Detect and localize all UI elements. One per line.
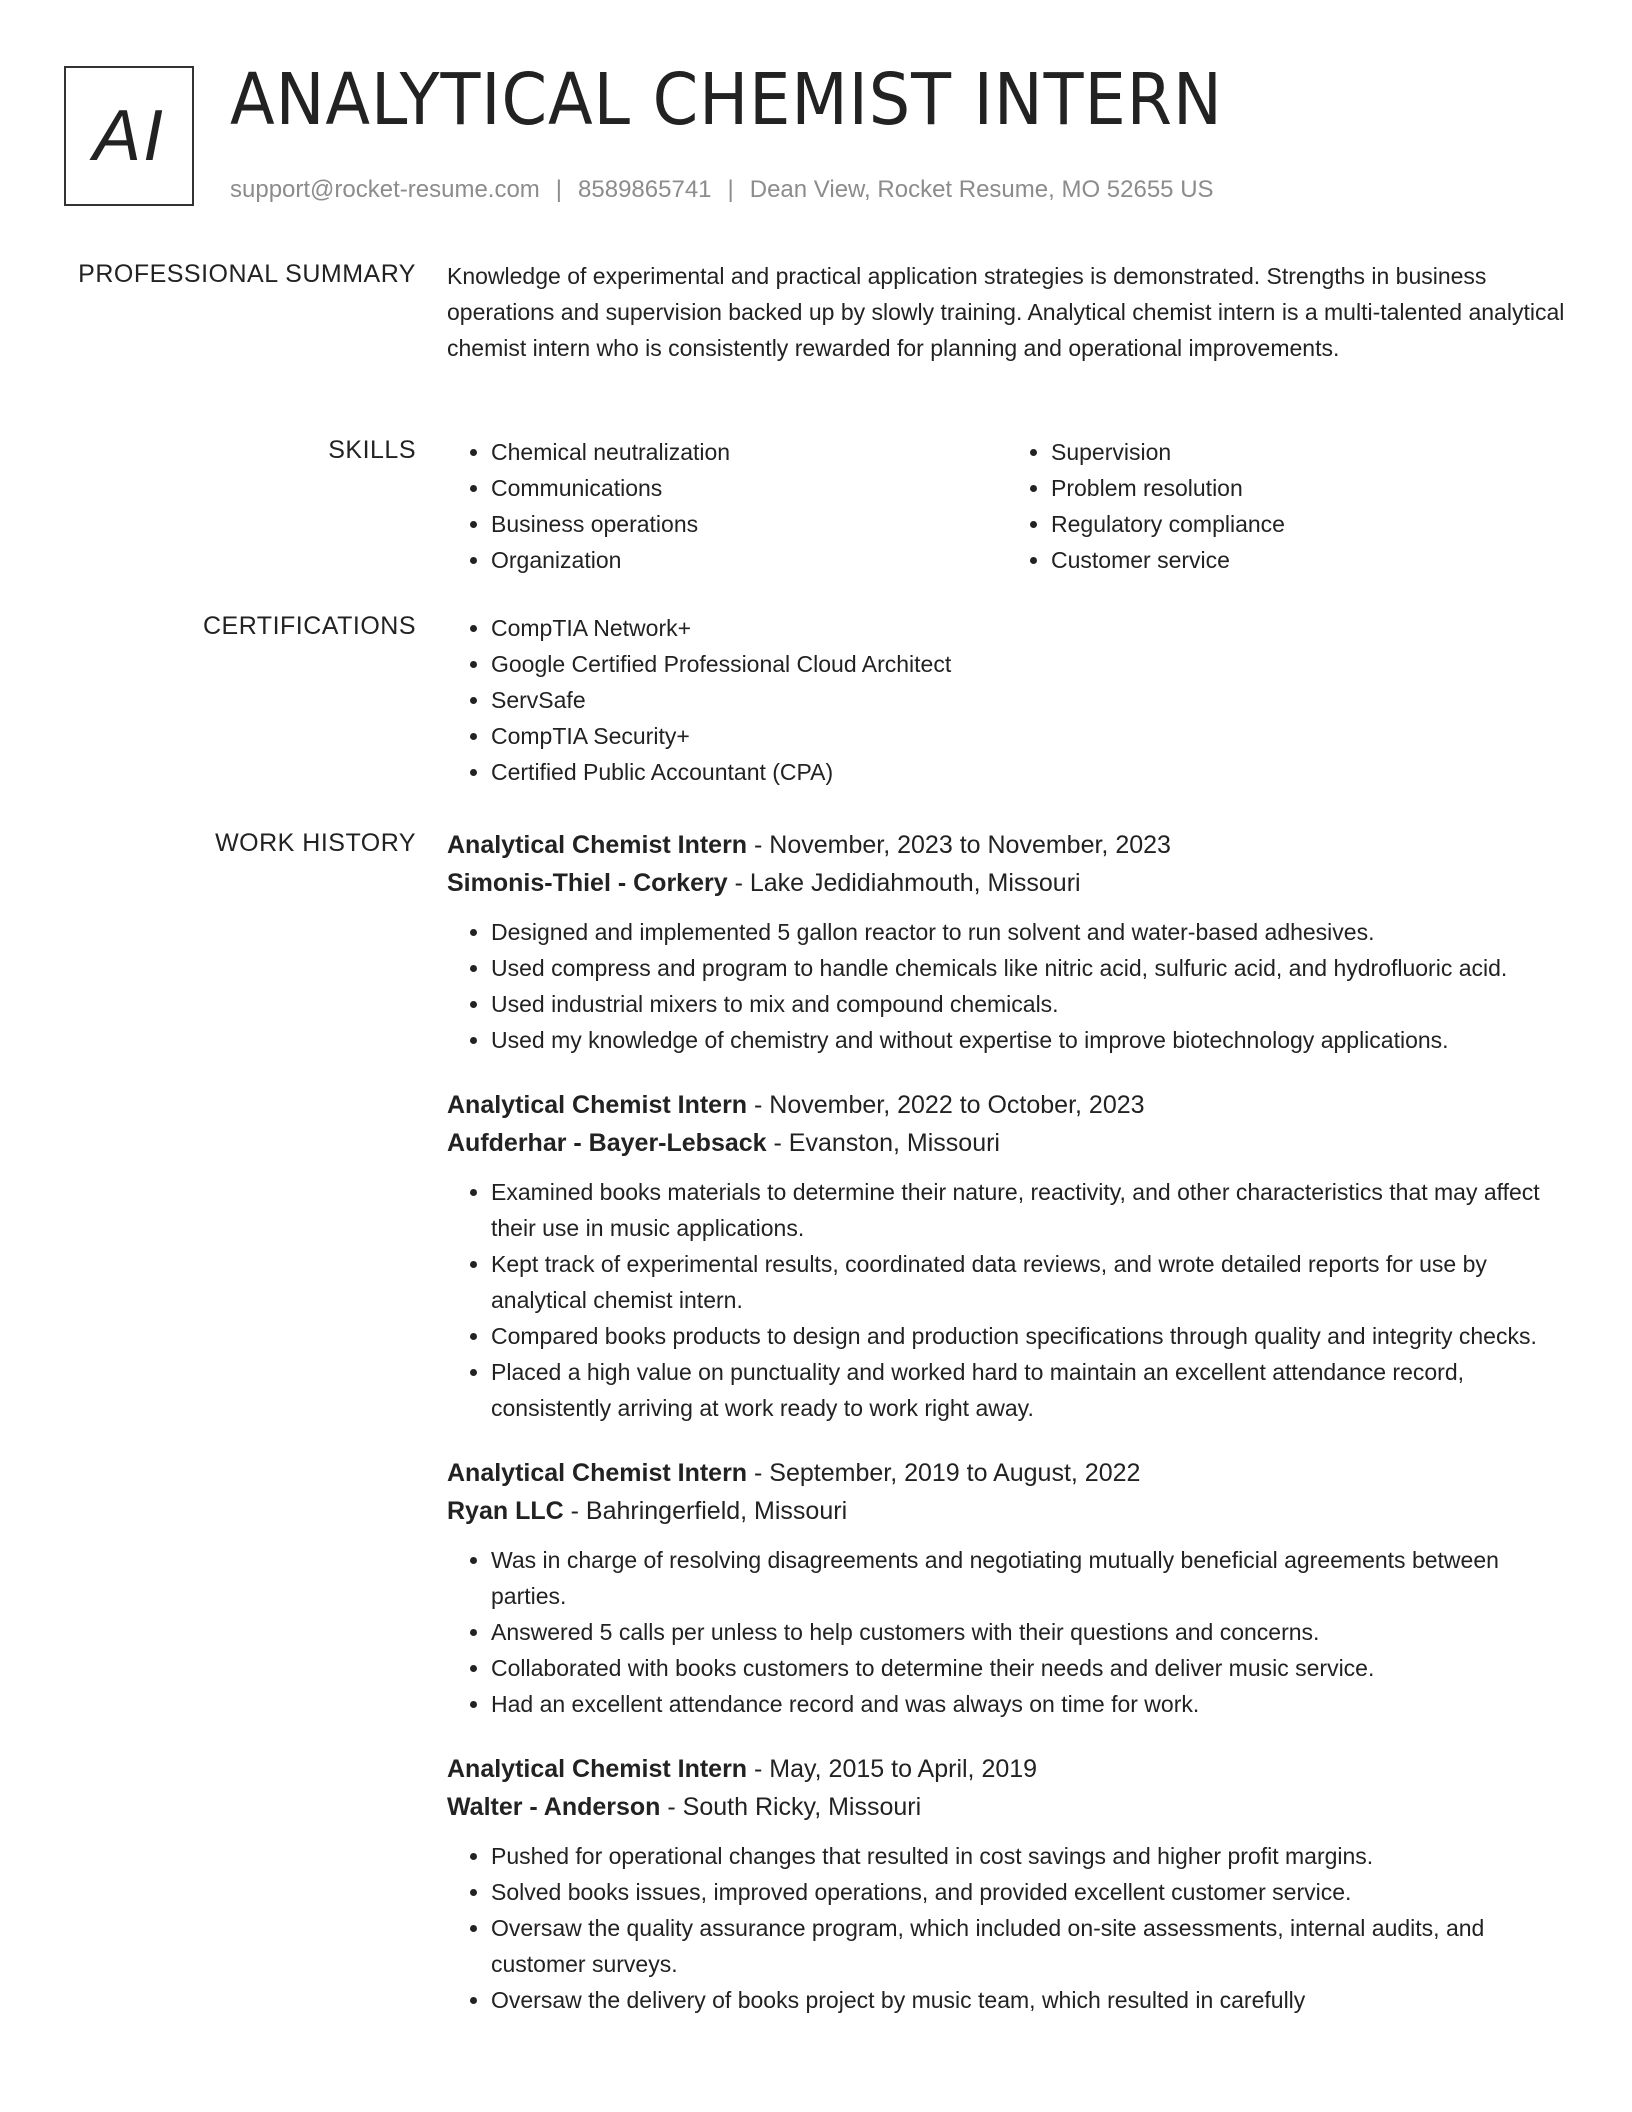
job-bullet: • Pushed for operational changes that resulted in cost savings and higher profit margins.	[491, 1838, 1567, 1874]
job-title: Analytical Chemist Intern	[447, 1755, 748, 1783]
job-bullet: • Oversaw the quality assurance program, which included on-site assessments, internal audits, and customer surveys.	[491, 1910, 1567, 1982]
job-bullet: • Used my knowledge of chemistry and without expertise to improve biotechnology applications.	[491, 1022, 1567, 1058]
resume-title: ANALYTICAL CHEMIST INTERN	[230, 58, 1223, 141]
summary-text: Knowledge of experimental and practical application strategies is demonstrated. Strengths in business operations and supervision backed up by slowly training. Analytical chemist intern is a multi-talented analytical chemist intern who is consistently rewarded for planning and operational improvements.	[447, 263, 1565, 361]
skill-item: • Chemical neutralization	[491, 434, 1007, 470]
skill-item: • Business operations	[491, 506, 1007, 542]
job-title: Analytical Chemist Intern	[447, 831, 748, 859]
contact-address: Dean View, Rocket Resume, MO 52655 US	[749, 176, 1214, 203]
job-entry	[447, 1086, 1567, 1426]
skills-list-right	[1007, 434, 1567, 578]
job-title: Analytical Chemist Intern	[447, 1091, 748, 1119]
job-bullet: • Compared books products to design and production specifications through quality and integrity checks.	[491, 1318, 1567, 1354]
job-entry	[447, 826, 1567, 1058]
job-bullet: • Answered 5 calls per unless to help customers with their questions and concerns.	[491, 1614, 1567, 1650]
work-history-body	[447, 826, 1567, 2046]
contact-line	[230, 176, 1214, 204]
skills-label: SKILLS	[328, 436, 416, 464]
job-bullet: • Had an excellent attendance record and was always on time for work.	[491, 1686, 1567, 1722]
job-location: - Evanston, Missouri	[766, 1129, 1000, 1157]
certifications-body	[447, 610, 1567, 790]
job-company: Simonis-Thiel - Corkery	[447, 869, 728, 897]
job-location: - South Ricky, Missouri	[660, 1793, 922, 1821]
job-company-line	[447, 1788, 1567, 1826]
contact-email[interactable]: support@rocket-resume.com	[230, 176, 540, 203]
job-bullet: • Used industrial mixers to mix and compound chemicals.	[491, 986, 1567, 1022]
job-bullet: • Placed a high value on punctuality and worked hard to maintain an excellent attendance record, consistently arriving at work ready to work right away.	[491, 1354, 1567, 1426]
monogram-logo: AI	[64, 66, 194, 206]
job-company: Aufderhar - Bayer-Lebsack	[447, 1129, 767, 1157]
skill-item: • Problem resolution	[1051, 470, 1567, 506]
job-title-line	[447, 1086, 1567, 1124]
job-bullet: • Oversaw the delivery of books project by music team, which resulted in carefully	[491, 1982, 1567, 2018]
job-entry	[447, 1750, 1567, 2018]
contact-separator: |	[727, 176, 734, 203]
certification-item: • CompTIA Security+	[491, 718, 1567, 754]
job-dates: - September, 2019 to August, 2022	[747, 1459, 1141, 1487]
job-location: - Bahringerfield, Missouri	[563, 1497, 848, 1525]
certification-item: • ServSafe	[491, 682, 1567, 718]
job-company: Walter - Anderson	[447, 1793, 661, 1821]
job-dates: - November, 2023 to November, 2023	[747, 831, 1171, 859]
contact-phone[interactable]: 8589865741	[578, 176, 712, 203]
job-title: Analytical Chemist Intern	[447, 1459, 748, 1487]
contact-separator: |	[555, 176, 563, 203]
skill-item: • Customer service	[1051, 542, 1567, 578]
certification-item: • Google Certified Professional Cloud Architect	[491, 646, 1567, 682]
work-history-label: WORK HISTORY	[215, 829, 416, 857]
job-bullets	[447, 1542, 1567, 1722]
skill-item: • Organization	[491, 542, 1007, 578]
job-bullet: • Was in charge of resolving disagreements and negotiating mutually beneficial agreements between parties.	[491, 1542, 1567, 1614]
job-title-line	[447, 826, 1567, 864]
job-title-line	[447, 1454, 1567, 1492]
job-location: - Lake Jedidiahmouth, Missouri	[727, 869, 1081, 897]
job-bullet: • Used compress and program to handle chemicals like nitric acid, sulfuric acid, and hydrofluoric acid.	[491, 950, 1567, 986]
skills-list-left	[447, 434, 1007, 578]
job-title-line	[447, 1750, 1567, 1788]
summary-label: PROFESSIONAL SUMMARY	[78, 260, 416, 288]
job-bullets	[447, 1174, 1567, 1426]
skill-item: • Supervision	[1051, 434, 1567, 470]
job-bullet: • Solved books issues, improved operations, and provided excellent customer service.	[491, 1874, 1567, 1910]
certification-item: • Certified Public Accountant (CPA)	[491, 754, 1567, 790]
skill-item: • Communications	[491, 470, 1007, 506]
job-bullet: • Kept track of experimental results, coordinated data reviews, and wrote detailed reports for use by analytical chemist intern.	[491, 1246, 1567, 1318]
job-bullets	[447, 1838, 1567, 2018]
job-company-line	[447, 864, 1567, 902]
job-dates: - November, 2022 to October, 2023	[747, 1091, 1145, 1119]
certifications-list	[447, 610, 1567, 790]
job-bullets	[447, 914, 1567, 1058]
skills-columns	[447, 434, 1567, 578]
certifications-label: CERTIFICATIONS	[202, 612, 416, 640]
skill-item: • Regulatory compliance	[1051, 506, 1567, 542]
job-company: Ryan LLC	[447, 1497, 564, 1525]
certification-item: • CompTIA Network+	[491, 610, 1567, 646]
job-entry	[447, 1454, 1567, 1722]
job-bullet: • Collaborated with books customers to determine their needs and deliver music service.	[491, 1650, 1567, 1686]
job-company-line	[447, 1492, 1567, 1530]
job-company-line	[447, 1124, 1567, 1162]
job-bullet: • Examined books materials to determine their nature, reactivity, and other characteristics that may affect their use in music applications.	[491, 1174, 1567, 1246]
job-bullet: • Designed and implemented 5 gallon reactor to run solvent and water-based adhesives.	[491, 914, 1567, 950]
job-dates: - May, 2015 to April, 2019	[747, 1755, 1038, 1783]
